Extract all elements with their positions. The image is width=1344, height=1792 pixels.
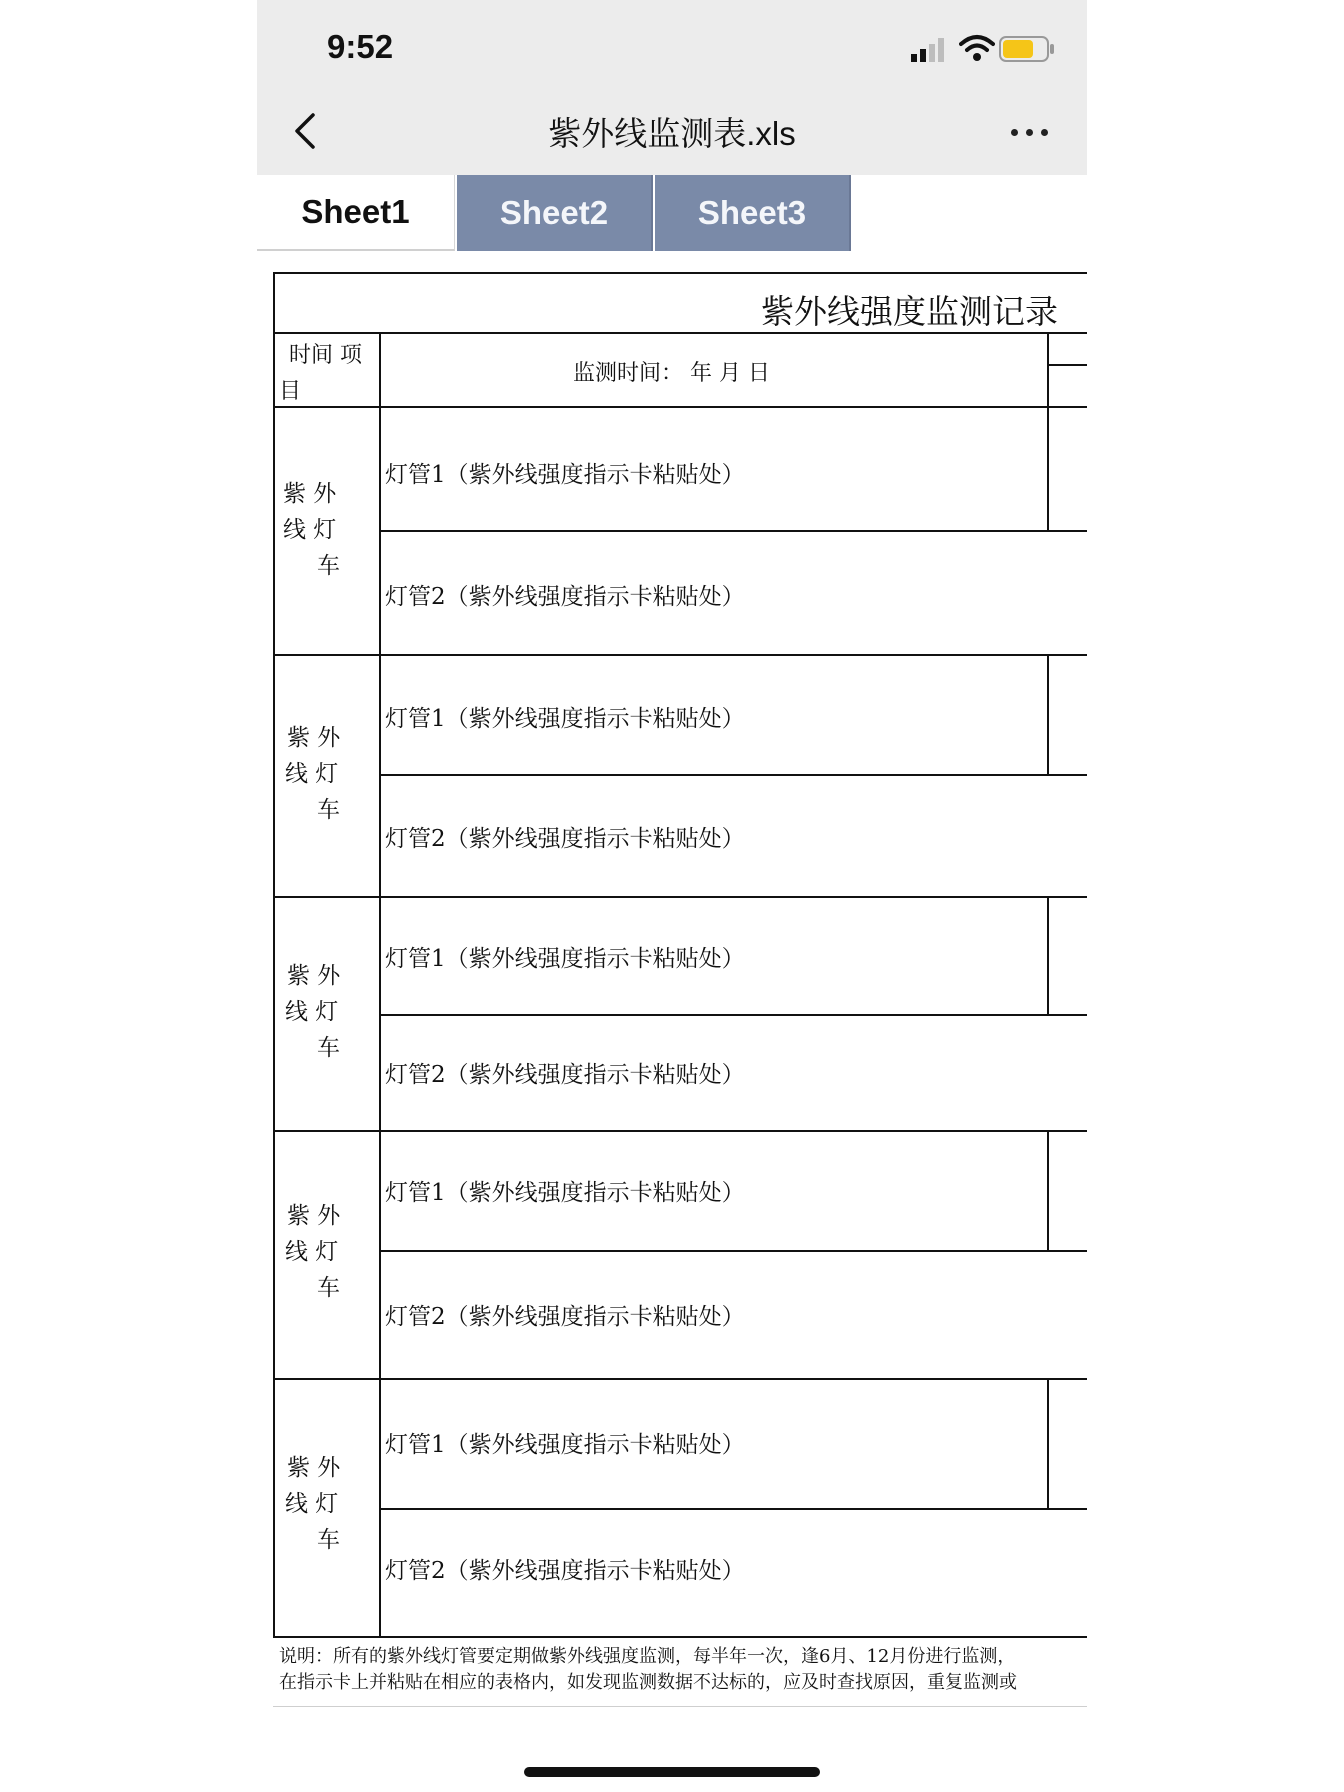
grid-line: [379, 332, 381, 1636]
more-horizontal-icon: [1011, 129, 1018, 136]
grid-line: [273, 1378, 1087, 1380]
lamp2-cell: 灯管2（紫外线强度指示卡粘贴处）: [385, 1062, 745, 1088]
grid-line: [273, 272, 1087, 274]
document-title: 紫外线监测表.xls: [548, 115, 796, 152]
group-label: 紫 外: [287, 963, 341, 989]
top-bar: [257, 0, 1087, 175]
grid-line: [1049, 364, 1087, 366]
group-label: 紫 外: [287, 1455, 341, 1481]
lamp1-cell: 灯管1（紫外线强度指示卡粘贴处）: [385, 462, 745, 488]
grid-line: [379, 1014, 1087, 1016]
group-label: 车: [317, 553, 340, 579]
battery-icon: [999, 36, 1055, 62]
note-line: 在指示卡上并粘贴在相应的表格内，如发现监测数据不达标的，应及时查找原因，重复监测或: [279, 1672, 1017, 1693]
grid-line: [379, 530, 1087, 532]
lamp1-cell: 灯管1（紫外线强度指示卡粘贴处）: [385, 1432, 745, 1458]
group-label: 车: [317, 1275, 340, 1301]
group-label: 线 灯: [285, 1491, 339, 1517]
lamp1-cell: 灯管1（紫外线强度指示卡粘贴处）: [385, 1180, 745, 1206]
monitor-time-label: 监测时间： 年 月 日: [573, 361, 770, 386]
lamp2-cell: 灯管2（紫外线强度指示卡粘贴处）: [385, 826, 745, 852]
grid-line: [1047, 654, 1049, 774]
status-time: 9:52: [327, 28, 394, 65]
note-line: 说明：所有的紫外线灯管要定期做紫外线强度监测，每半年一次，逢6月、12月份进行监测，: [279, 1646, 1016, 1667]
grid-line: [273, 406, 1087, 408]
spreadsheet-grid[interactable]: [273, 272, 1087, 1708]
grid-line: [1047, 406, 1049, 530]
cellular-signal-icon: [911, 38, 951, 62]
phone-screen: [257, 0, 1087, 1792]
group-label: 线 灯: [285, 1239, 339, 1265]
header-item-label: 时间 项: [289, 343, 362, 368]
lamp2-cell: 灯管2（紫外线强度指示卡粘贴处）: [385, 1558, 745, 1584]
tab-sheet1[interactable]: Sheet1: [257, 175, 455, 251]
grid-line: [273, 272, 275, 1636]
group-label: 紫 外: [287, 725, 341, 751]
more-button[interactable]: [1011, 122, 1059, 142]
grid-line: [1047, 896, 1049, 1014]
lamp1-cell: 灯管1（紫外线强度指示卡粘贴处）: [385, 946, 745, 972]
lamp2-cell: 灯管2（紫外线强度指示卡粘贴处）: [385, 1304, 745, 1330]
group-label: 车: [317, 797, 340, 823]
lamp2-cell: 灯管2（紫外线强度指示卡粘贴处）: [385, 584, 745, 610]
group-label: 紫 外: [287, 1203, 341, 1229]
sheet-tabs: [257, 175, 1087, 253]
wifi-icon: [959, 34, 995, 62]
group-label: 线 灯: [283, 517, 337, 543]
group-label: 线 灯: [285, 761, 339, 787]
group-label: 线 灯: [285, 999, 339, 1025]
grid-line: [1047, 1130, 1049, 1250]
grid-line: [273, 1636, 1087, 1638]
sheet-title: 紫外线强度监测记录: [761, 292, 1058, 331]
grid-line: [379, 774, 1087, 776]
grid-line: [273, 1130, 1087, 1132]
group-label: 车: [317, 1035, 340, 1061]
grid-line: [1047, 1378, 1049, 1508]
tab-sheet3[interactable]: Sheet3: [655, 175, 851, 251]
grid-line: [273, 654, 1087, 656]
group-label: 车: [317, 1527, 340, 1553]
tab-sheet2[interactable]: Sheet2: [457, 175, 653, 251]
group-label: 紫 外: [283, 481, 337, 507]
home-indicator[interactable]: [524, 1767, 820, 1777]
lamp1-cell: 灯管1（紫外线强度指示卡粘贴处）: [385, 706, 745, 732]
grid-line: [379, 1508, 1087, 1510]
grid-line: [379, 1250, 1087, 1252]
grid-line: [273, 1706, 1087, 1707]
grid-line: [273, 896, 1087, 898]
grid-line: [1047, 332, 1049, 407]
header-item-label-cont: 目: [279, 379, 302, 404]
